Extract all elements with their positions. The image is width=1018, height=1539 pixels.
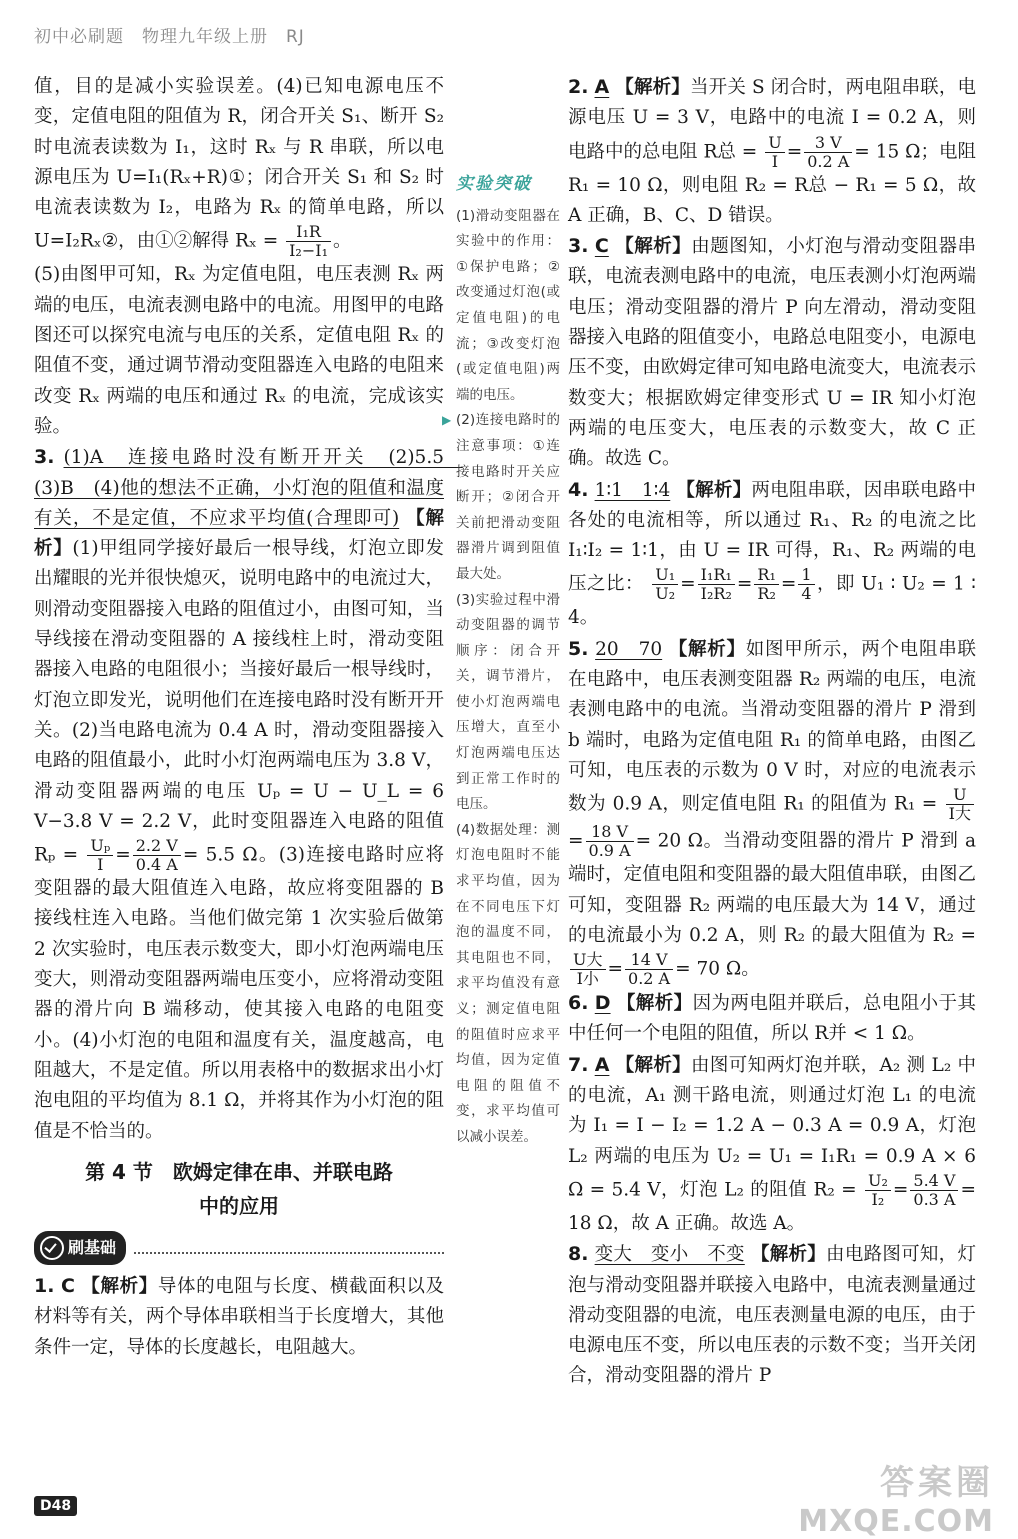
- question-3: 3. C 【解析】由题图知，小灯泡与滑动变阻器串联，电流表测电路中的电流，电压表测小灯泡两端电压；滑动变阻器的滑片 P 向左滑动，滑动变阻器接入电路的阻值变小，电路总电阻变小，电源电压不变，由欧姆定律可知电路电流变大，电流表示数变大；根据欧姆定律变形式 U = IR 知小灯泡两端的电压变大，电压表的示数变大，故 C 正确。故选 C。: [568, 235, 976, 470]
- paragraph: 值，目的是减小实验误差。(4)已知电源电压不变，定值电阻的阻值为 R，闭合开关 S₁、断开 S₂ 时电流表读数为 I₁，这时 Rₓ 与 R 串联，所以电源电压为 U=I₁(Rₓ+R)①；闭合开关 S₁ 和 S₂ 时电流表读数为 I₂，电路为 Rₓ 的简单电路，所以 U=I₂Rₓ②，由①②解得 Rₓ = $\frac{\text{I₁R}}{\text{I₂−I₁}}$ 。: [34, 76, 444, 261]
- answer: C: [594, 235, 609, 258]
- question-number: 3.: [34, 446, 55, 469]
- sidebar-note: (1)滑动变阻器在实验中的作用：①保护电路；②改变通过灯泡(或定值电阻)的电流；③改变灯泡(或定值电阻)两端的电压。: [456, 207, 560, 403]
- watermark-logo: 答案圈 MXQE.COM: [798, 1463, 994, 1539]
- answer: (1)A 连接电路时没有断开开关 (2)5.5 (3)B (4)他的想法不正确，小灯泡的阻值和温度有关，不是定值，不应求平均值(合理即可): [34, 447, 463, 529]
- fraction: $\frac{\text{Uₚ}}{I}$: [87, 837, 113, 874]
- question-4: 4. 1∶1 1∶4 【解析】两电阻串联，因串联电路中各处的电流相等，所以通过 R₁、R₂ 的电流之比 I₁∶I₂ = 1∶1，由 U = IR 可得，R₁、R₂ 两端的电压之比： $\frac{\text{U₁}}{\text{U₂}}$ = $\frac{\text{I₁R₁}}{\text{I₂R₂}}$ = $\frac{\text{R₁}}{\text{R₂}}$ = $\frac{1}{4}$ ，即 U₁ ∶ U₂ = 1 ∶ 4。: [568, 478, 976, 629]
- paragraph: (5)由图甲可知，Rₓ 为定值电阻，电压表测 Rₓ 两端的电压，电流表测电路中的电流。用图甲的电路图还可以探究电流与电压的关系，定值电阻 Rₓ 的阻值不变，通过调节滑动变阻器连入电路的电阻来改变 Rₓ 两端的电压和通过 Rₓ 的电流，完成该实验。: [34, 264, 444, 437]
- answer: 变大 变小 不变: [594, 1244, 745, 1266]
- check-icon: [40, 1236, 64, 1260]
- answer: A: [594, 76, 610, 98]
- fraction: $\frac{\text{R₁}}{\text{R₂}}$: [754, 566, 778, 603]
- fraction: $\frac{5.4 V}{0.3 A}$: [910, 1172, 958, 1209]
- right-column: [568, 72, 976, 1392]
- fraction: $\frac{3 V}{0.2 A}$: [804, 134, 852, 171]
- left-column: [34, 72, 463, 1363]
- sidebar-note: ▶ (2)连接电路时的注意事项：①连接电路时开关应断开；②闭合开关前把滑动变阻器滑片调到阻值最大处。: [456, 408, 560, 587]
- sidebar-note: (4)数据处理：测灯泡电阻时不能求平均值，因为在不同电压下灯泡的温度不同，其电阻也不同，求平均值没有意义；测定值电阻的阻值时应求平均值，因为定值电阻的阻值不变，求平均值可以减小误差。: [456, 821, 560, 1145]
- fraction: $\frac{\text{I₁R₁}}{\text{I₂R₂}}$: [698, 566, 735, 603]
- fraction: $\frac{U}{\text{I大}}$: [946, 786, 974, 823]
- answer: 20 70: [595, 638, 663, 660]
- question-3: 3. (1)A 连接电路时没有断开开关 (2)5.5 (3)B (4)他的想法不正确，小灯泡的阻值和温度有关，不是定值，不应求平均值(合理即可) 【解析】(1)甲组同学接好最后一根导线，灯泡立即发出耀眼的光并很快熄灭，说明电路中的电流过大，则滑动变阻器接入电路的阻值过小，由图可知，当导线接在滑动变阻器的 A 接线柱上时，滑动变阻器接入电路的电阻很小；当接好最后一根导线时，灯泡立即发光，说明他们在连接电路时没有断开开关。(2)当电路电流为 0.4 A 时，滑动变阻器接入电路的阻值最小，此时小灯泡两端电压为 3.8 V，滑动变阻器两端的电压 Uₚ = U − U_L = 6 V−3.8 V = 2.2 V，此时变阻器连入电路的阻值 Rₚ = $\frac{\text{Uₚ}}{I}$ = $\frac{2.2 V}{0.4 A}$ = 5.5 Ω。(3)连接电路时应将变阻器的最大阻值连入电路，故应将变阻器的 B 接线柱连入电路。当他们做完第 1 次实验后做第 2 次实验时，电压表示数变大，即小灯泡两端电压变大，则滑动变阻器两端电压变小，应将滑动变阻器的滑片向 B 端移动，使其接入电路的电阻变小。(4)小灯泡的电阻和温度有关，温度越高，电阻越大，不是定值。所以用表格中的数据求出小灯泡电阻的平均值为 8.1 Ω，并将其作为小灯泡的阻值是不恰当的。: [34, 446, 463, 1142]
- page-header: 初中必刷题 物理九年级上册 RJ: [34, 27, 305, 47]
- question-2: 2. A 【解析】当开关 S 闭合时，两电阻串联，电源电压 U = 3 V，电路中的电流 I = 0.2 A，则电路中的总电阻 R总 = $\frac{U}{I}$ = $\frac{3 V}{0.2 A}$ = 15 Ω；电阻 R₁ = 10 Ω，则电阻 R₂ = R总 − R₁ = 5 Ω，故 A 正确，B、C、D 错误。: [568, 76, 976, 226]
- fraction: $\frac{18 V}{0.9 A}$: [586, 823, 634, 860]
- question-7: 7. A 【解析】由图可知两灯泡并联，A₂ 测 L₂ 中的电流，A₁ 测干路电流，则通过灯泡 L₁ 的电流为 I₁ = I − I₂ = 1.2 A − 0.3 A = 0.9 A，灯泡 L₂ 两端的电压为 U₂ = U₁ = I₁R₁ = 0.9 A × 6 Ω = 5.4 V，灯泡 L₂ 的阻值 R₂ = $\frac{\text{U₂}}{\text{I₂}}$ = $\frac{5.4 V}{0.3 A}$ = 18 Ω，故 A 正确。故选 A。: [568, 1053, 976, 1234]
- answer: D: [594, 992, 611, 1015]
- analysis-tag: 【解析】: [34, 507, 444, 560]
- question-8: 8. 变大 变小 不变 【解析】由电路图可知，灯泡与滑动变阻器并联接入电路中，电流表测量通过滑动变阻器的电流，电压表测量电源的电压，由于电源电压不变，所以电压表的示数不变；当开关闭合，滑动变阻器的滑片 P: [568, 1243, 976, 1387]
- sidebar-note: (3)实验过程中滑动变阻器的调节顺序：闭合开关，调节滑片，使小灯泡两端电压增大，直至小灯泡两端电压达到正常工作时的电压。: [456, 591, 560, 813]
- question-1: 1. C 【解析】导体的电阻与长度、横截面积以及材料等有关，两个导体串联相当于长度增大，其他条件一定，导体的长度越长，电阻越大。: [34, 1275, 444, 1358]
- fraction: $\frac{\text{U₂}}{\text{I₂}}$: [865, 1172, 891, 1209]
- answer: C: [60, 1275, 75, 1298]
- badge-pill: 刷基础: [34, 1231, 126, 1265]
- fraction: $\frac{14 V}{0.2 A}$: [625, 951, 673, 988]
- question-6: 6. D 【解析】因为两电阻并联后，总电阻小于其中任何一个电阻的阻值，所以 R并 < 1 Ω。: [568, 992, 976, 1045]
- section-badge: [34, 1231, 444, 1265]
- sidebar-title: 实验突破: [456, 174, 532, 194]
- sidebar-notes: [442, 172, 560, 1151]
- page-number: D48: [34, 1496, 77, 1516]
- analysis-tag: 【解析】: [81, 1276, 158, 1298]
- fraction: $\frac{\text{U₁}}{\text{U₂}}$: [652, 566, 678, 603]
- arrow-icon: ▶: [442, 413, 452, 428]
- answer: 1∶1 1∶4: [594, 479, 671, 501]
- fraction: $\frac{\text{U大}}{\text{I小}}$: [570, 951, 606, 988]
- fraction: $\frac{2.2 V}{0.4 A}$: [133, 837, 181, 874]
- question-5: 5. 20 70 【解析】如图甲所示，两个电阻串联在电路中，电压表测变阻器 R₂ 两端的电压，电流表测电路中的电流。当滑动变阻器的滑片 P 滑到 b 端时，电路为定值电阻 R₁ 的简单电路，由图乙可知，电压表的示数为 0 V 时，对应的电流表示数为 0.9 A，则定值电阻 R₁ 的阻值为 R₁ = $\frac{U}{\text{I大}}$ = $\frac{18 V}{0.9 A}$ = 20 Ω。当滑动变阻器的滑片 P 滑到 a 端时，定值电阻和变阻器的最大阻值串联，由图乙可知，变阻器 R₂ 两端的电压最大为 14 V，通过的电流最小为 0.2 A，则 R₂ 的最大阻值为 R₂ = $\frac{\text{U大}}{\text{I小}}$ = $\frac{14 V}{0.2 A}$ = 70 Ω。: [568, 637, 976, 989]
- fraction: $\frac{U}{I}$: [765, 134, 784, 171]
- answer: A: [594, 1053, 610, 1076]
- question-number: 1.: [34, 1275, 55, 1298]
- dotted-divider: [134, 1242, 444, 1254]
- section-title: 第 4 节 欧姆定律在串、并联电路 中的应用: [85, 1159, 393, 1218]
- fraction: $\frac{1}{4}$: [798, 566, 814, 603]
- fraction: $\frac{\text{I₁R}}{\text{I₂−I₁}}$: [286, 223, 331, 260]
